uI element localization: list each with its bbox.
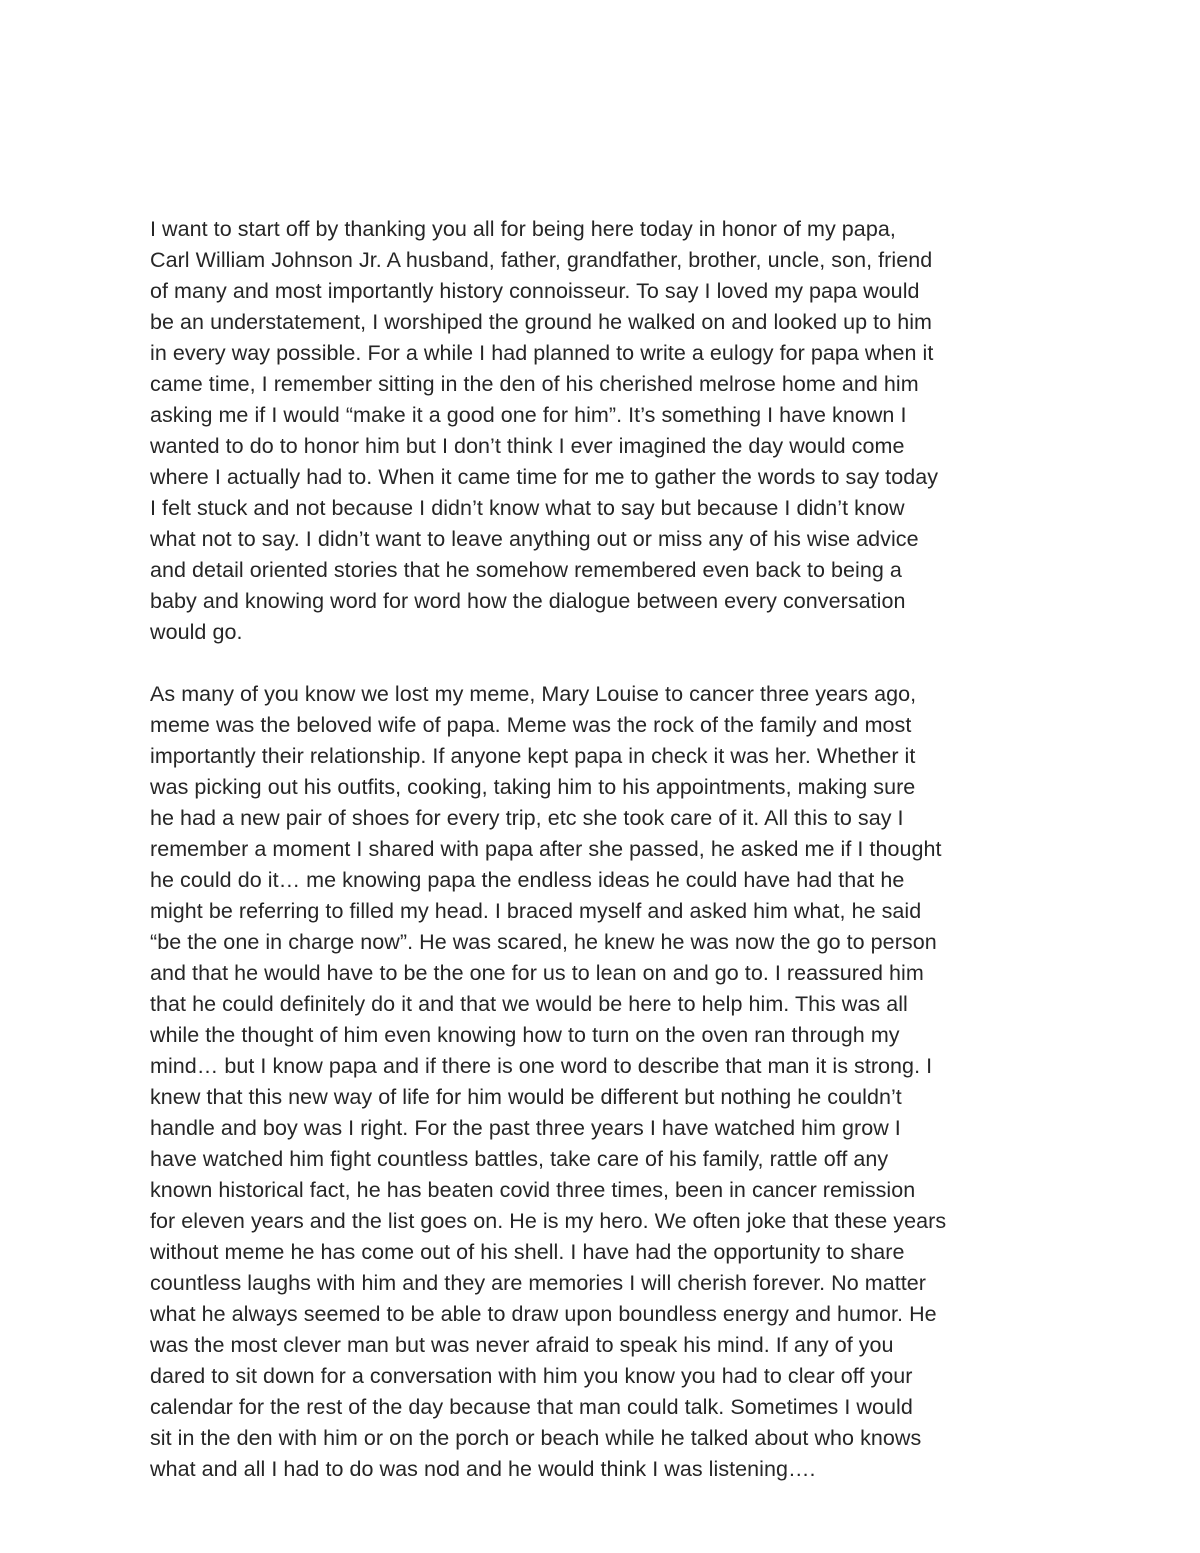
text-line: for eleven years and the list goes on. He is my hero. We often joke that these years xyxy=(150,1209,947,1233)
text-line: have watched him fight countless battles, take care of his family, rattle off any xyxy=(150,1147,889,1171)
text-line: what he always seemed to be able to draw upon boundless energy and humor. He xyxy=(150,1302,937,1326)
text-line: countless laughs with him and they are memories I will cherish forever. No matter xyxy=(150,1271,926,1295)
text-line: asking me if I would “make it a good one for him”. It’s something I have known I xyxy=(150,403,907,427)
text-line: I want to start off by thanking you all for being here today in honor of my papa, xyxy=(150,217,896,241)
text-line: in every way possible. For a while I had planned to write a eulogy for papa when it xyxy=(150,341,934,365)
text-line: Carl William Johnson Jr. A husband, father, grandfather, brother, uncle, son, friend xyxy=(150,248,933,272)
text-line: be an understatement, I worshiped the ground he walked on and looked up to him xyxy=(150,310,933,334)
text-line: “be the one in charge now”. He was scared, he knew he was now the go to person xyxy=(150,930,937,954)
paragraph-1 xyxy=(150,214,1060,648)
text-line: and detail oriented stories that he somehow remembered even back to being a xyxy=(150,558,902,582)
text-line: sit in the den with him or on the porch or beach while he talked about who knows xyxy=(150,1426,922,1450)
text-line: dared to sit down for a conversation with him you know you had to clear off your xyxy=(150,1364,913,1388)
document-body xyxy=(150,214,1060,1485)
text-line: As many of you know we lost my meme, Mary Louise to cancer three years ago, xyxy=(150,682,917,706)
text-line: wanted to do to honor him but I don’t think I ever imagined the day would come xyxy=(150,434,905,458)
text-line: he had a new pair of shoes for every trip, etc she took care of it. All this to say I xyxy=(150,806,904,830)
text-line: what and all I had to do was nod and he would think I was listening…. xyxy=(150,1457,816,1481)
paragraph-gap xyxy=(150,648,1060,679)
text-line: that he could definitely do it and that we would be here to help him. This was all xyxy=(150,992,908,1016)
text-line: remember a moment I shared with papa after she passed, he asked me if I thought xyxy=(150,837,942,861)
text-line: was picking out his outfits, cooking, taking him to his appointments, making sure xyxy=(150,775,916,799)
text-line: known historical fact, he has beaten covid three times, been in cancer remission xyxy=(150,1178,916,1202)
text-line: where I actually had to. When it came time for me to gather the words to say today xyxy=(150,465,939,489)
text-line: meme was the beloved wife of papa. Meme was the rock of the family and most xyxy=(150,713,912,737)
text-line: I felt stuck and not because I didn’t know what to say but because I didn’t know xyxy=(150,496,905,520)
paragraph-2 xyxy=(150,679,1060,1485)
text-line: without meme he has come out of his shell. I have had the opportunity to share xyxy=(150,1240,905,1264)
text-line: while the thought of him even knowing how to turn on the oven ran through my xyxy=(150,1023,900,1047)
text-line: knew that this new way of life for him would be different but nothing he couldn’t xyxy=(150,1085,902,1109)
text-line: calendar for the rest of the day because that man could talk. Sometimes I would xyxy=(150,1395,913,1419)
text-line: what not to say. I didn’t want to leave anything out or miss any of his wise advice xyxy=(150,527,919,551)
text-line: he could do it… me knowing papa the endless ideas he could have had that he xyxy=(150,868,905,892)
text-line: importantly their relationship. If anyone kept papa in check it was her. Whether it xyxy=(150,744,916,768)
text-line: handle and boy was I right. For the past three years I have watched him grow I xyxy=(150,1116,901,1140)
text-line: was the most clever man but was never afraid to speak his mind. If any of you xyxy=(150,1333,894,1357)
text-line: came time, I remember sitting in the den of his cherished melrose home and him xyxy=(150,372,919,396)
text-line: mind… but I know papa and if there is one word to describe that man it is strong. I xyxy=(150,1054,933,1078)
text-line: would go. xyxy=(150,620,243,644)
text-line: of many and most importantly history connoisseur. To say I loved my papa would xyxy=(150,279,920,303)
text-line: baby and knowing word for word how the dialogue between every conversation xyxy=(150,589,906,613)
text-line: and that he would have to be the one for us to lean on and go to. I reassured him xyxy=(150,961,924,985)
text-line: might be referring to filled my head. I braced myself and asked him what, he said xyxy=(150,899,922,923)
